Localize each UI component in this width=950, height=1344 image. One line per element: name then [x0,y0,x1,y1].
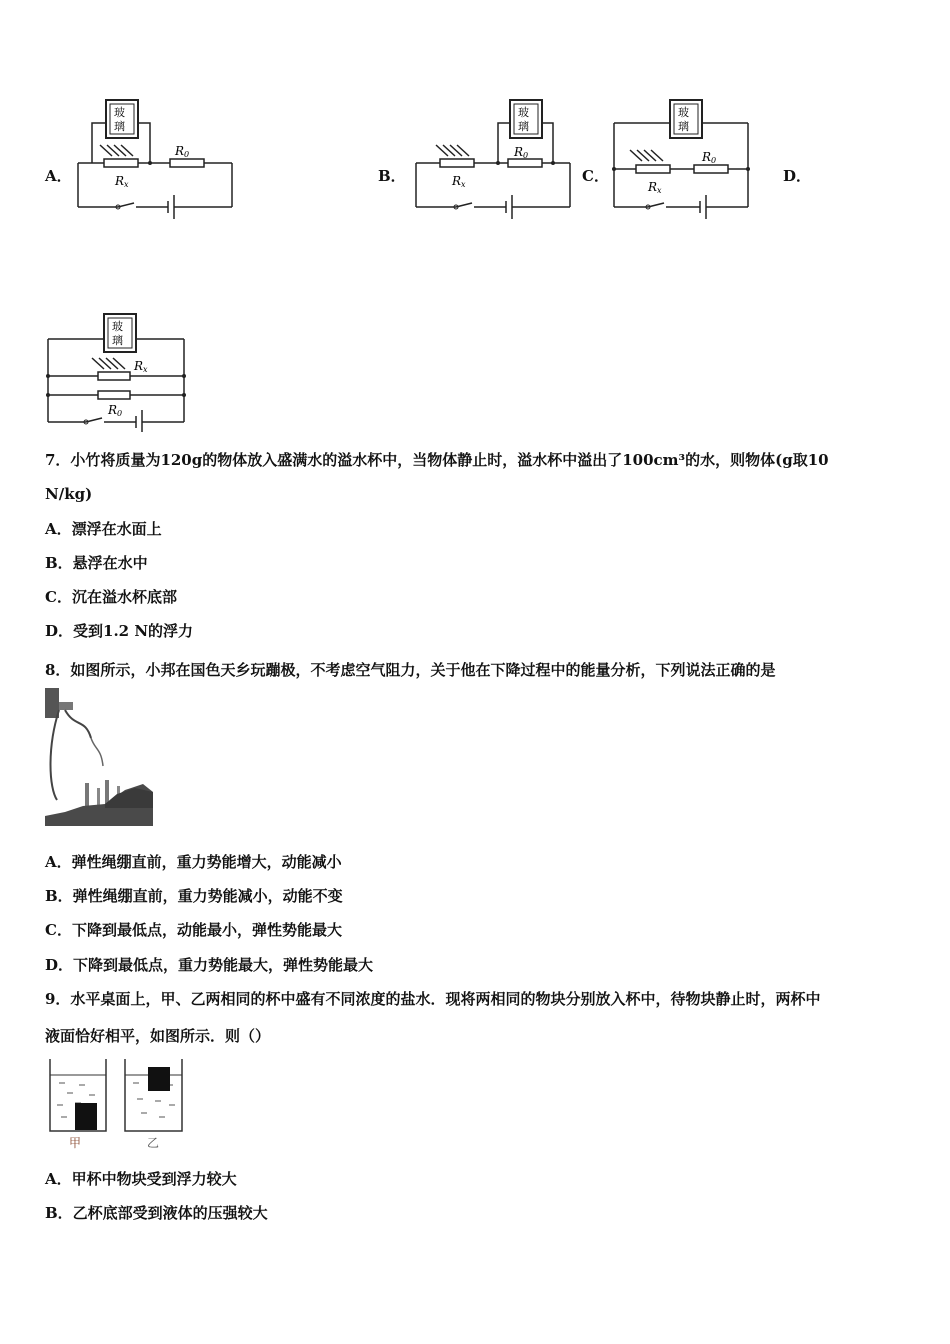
option-c-label: C． [582,167,609,185]
q7-stem-line2: N/kg) [45,485,93,503]
circuit-diagram-a [70,95,240,220]
r0-label-a: R0 [175,144,190,159]
glass-text-b1: 玻 [518,106,529,119]
glass-text-a2: 璃 [114,120,125,133]
option-d-label: D． [783,167,812,185]
r0-label-c: R0 [702,150,717,165]
q8-option-a: A．弹性绳绷直前，重力势能增大，动能减小 [45,853,342,871]
q7-option-c: C．沉在溢水杯底部 [45,588,177,606]
glass-text-c2: 璃 [678,120,689,133]
glass-text-d1: 玻 [112,320,123,333]
bungee-jump-image [45,688,153,826]
glass-text-b2: 璃 [518,120,529,133]
q9-option-a: A．甲杯中物块受到浮力较大 [45,1170,237,1188]
q8-stem: 8．如图所示，小邦在国色天乡玩蹦极，不考虑空气阻力，关于他在下降过程中的能量分析，下列说法正确的是 [45,661,776,679]
salt-water-cups-diagram [45,1055,195,1153]
q9-option-b: B．乙杯底部受到液体的压强较大 [45,1204,268,1222]
rx-label-b: Rx [452,174,466,189]
rx-label-c: Rx [648,180,662,195]
circuit-diagram-d [40,312,190,432]
glass-text-c1: 玻 [678,106,689,119]
q8-option-b: B．弹性绳绷直前，重力势能减小，动能不变 [45,887,343,905]
q8-option-d: D．下降到最低点，重力势能最大，弹性势能最大 [45,956,374,974]
q7-option-b: B．悬浮在水中 [45,554,148,572]
rx-label-a: Rx [115,174,129,189]
q9-stem-line1: 9．水平桌面上，甲、乙两相同的杯中盛有不同浓度的盐水．现将两相同的物块分别放入杯中，待物块静止时，两杯中 [45,990,821,1008]
option-a-label: A． [45,167,72,185]
cup-label-jia: 甲 [69,1136,82,1150]
q7-stem-line1: 7．小竹将质量为120g的物体放入盛满水的溢水杯中，当物体静止时，溢水杯中溢出了100cm³的水，则物体(g取10 [45,451,829,469]
q7-option-d: D．受到1.2 N的浮力 [45,622,194,640]
circuit-diagram-c [606,95,776,220]
r0-label-d: R0 [108,403,123,418]
glass-text-a1: 玻 [114,106,125,119]
circuit-diagram-b [408,95,578,220]
q7-option-a: A．漂浮在水面上 [45,520,162,538]
r0-label-b: R0 [514,145,529,160]
q9-stem-line2: 液面恰好相平，如图所示．则（） [45,1027,271,1045]
option-b-label: B． [378,167,406,185]
glass-text-d2: 璃 [112,334,123,347]
cup-label-yi: 乙 [147,1136,160,1150]
rx-label-d: Rx [134,359,148,374]
q8-option-c: C．下降到最低点，动能最小，弹性势能最大 [45,921,342,939]
